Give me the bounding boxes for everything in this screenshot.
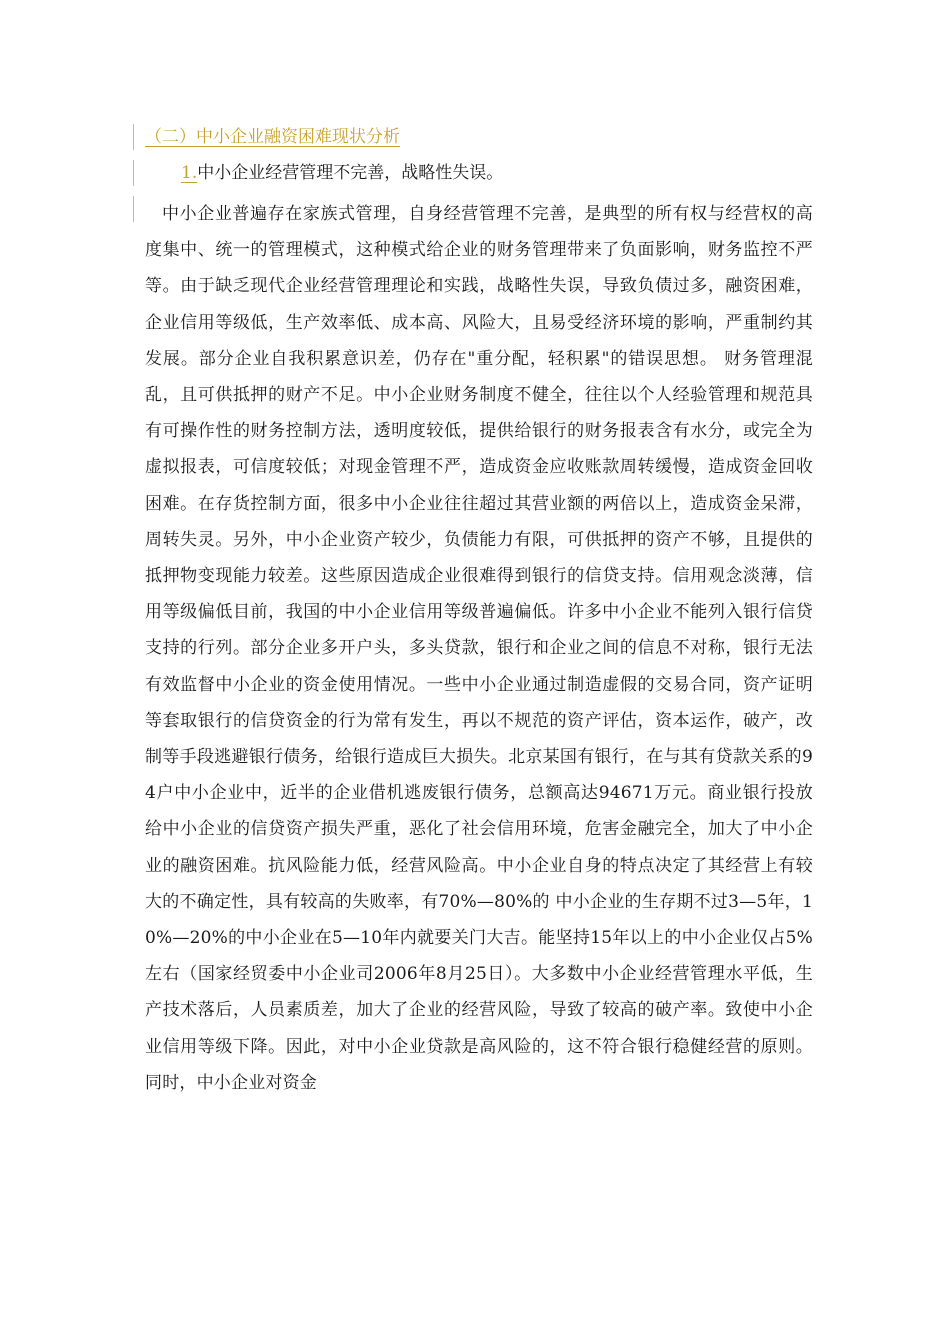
revision-margin-bar <box>133 124 134 150</box>
section-heading: （二）中小企业融资困难现状分析 <box>145 127 400 147</box>
subsection-number: 1. <box>181 163 198 183</box>
subsection-heading <box>181 160 503 186</box>
body-paragraph: 中小企业普遍存在家族式管理，自身经营管理不完善，是典型的所有权与经营权的高度集中、统一的管理模式，这种模式给企业的财务管理带来了负面影响，财务监控不严等。由于缺乏现代企业经营管理理论和实践，战略性失误，导致负债过多，融资困难，企业信用等级低，生产效率低、成本高、风险大，且易受经济环境的影响，严重制约其发展。部分企业自我积累意识差，仍存在"重分配，轻积累"的错误思想。 财务管理混乱，且可供抵押的财产不足。中小企业财务制度不健全，往往以个人经验管理和规范具有可操作性的财务控制方法，透明度较低，提供给银行的财务报表含有水分，或完全为虚拟报表，可信度较低；对现金管理不严，造成资金应收账款周转缓慢，造成资金回收困难。在存货控制方面，很多中小企业往往超过其营业额的两倍以上，造成资金呆滞，周转失灵。另外，中小企业资产较少，负债能力有限，可供抵押的资产不够，且提供的抵押物变现能力较差。这些原因造成企业很难得到银行的信贷支持。信用观念淡薄，信用等级偏低目前，我国的中小企业信用等级普遍偏低。许多中小企业不能列入银行信贷支持的行列。部分企业多开户头，多头贷款，银行和企业之间的信息不对称，银行无法有效监督中小企业的资金使用情况。一些中小企业通过制造虚假的交易合同，资产证明等套取银行的信贷资金的行为常有发生，再以不规范的资产评估，资本运作，破产，改制等手段逃避银行债务，给银行造成巨大损失。北京某国有银行，在与其有贷款关系的94户中小企业中，近半的企业借机逃废银行债务，总额高达94671万元。商业银行投放给中小企业的信贷资产损失严重，恶化了社会信用环境，危害金融完全，加大了中小企业的融资困难。抗风险能力低，经营风险高。中小企业自身的特点决定了其经营上有较大的不确定性，具有较高的失败率，有70%—80%的 中小企业的生存期不过3—5年，10%—20%的中小企业在5—10年内就要关门大吉。能坚持15年以上的中小企业仅占5%左右（国家经贸委中小企业司2006年8月25日）。大多数中小企业经营管理水平低，生产技术落后，人员素质差，加大了企业的经营风险，导致了较高的破产率。致使中小企业信用等级下降。因此，对中小企业贷款是高风险的，这不符合银行稳健经营的原则。同时，中小企业对资金 <box>145 204 813 1093</box>
subsection-title: 中小企业经营管理不完善，战略性失误。 <box>197 163 504 183</box>
revision-margin-bar <box>133 160 134 186</box>
revision-margin-bar <box>133 196 134 222</box>
